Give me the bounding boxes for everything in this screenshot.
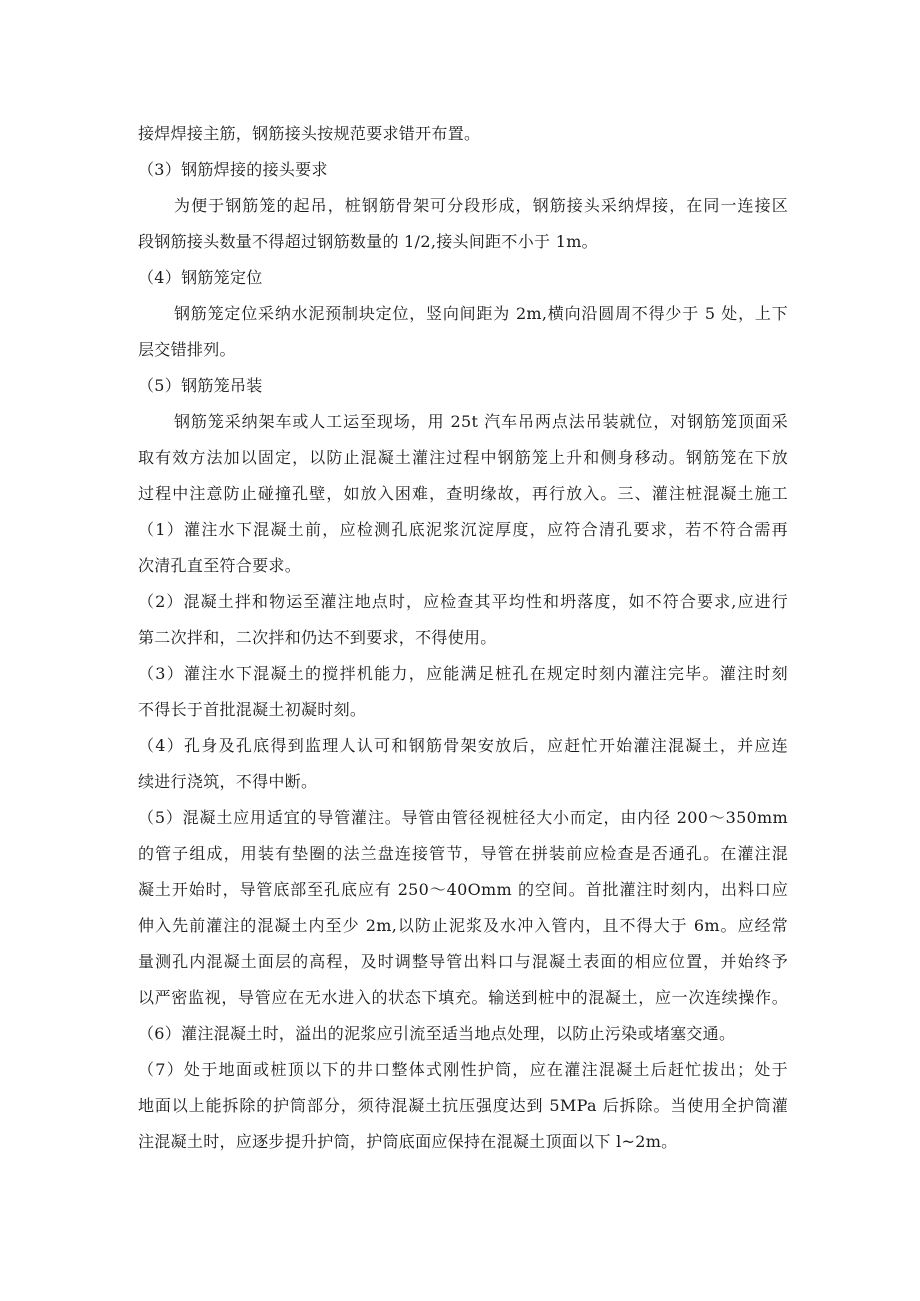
text-line: 第二次拌和，二次拌和仍达不到要求，不得使用。	[138, 628, 497, 647]
text-line: （7）处于地面或桩顶以下的井口整体式刚性护筒，应在灌注混凝土后赶忙拔出；处于	[138, 1060, 788, 1079]
text-line: 地面以上能拆除的护筒部分，须待混凝土抗压强度达到 5MPa 后拆除。当使用全护筒灌	[138, 1096, 788, 1115]
text-line: 段钢筋接头数量不得超过钢筋数量的 1/2,接头间距不小于 1m。	[138, 232, 598, 251]
text-line: 注混凝土时，应逐步提升护筒，护筒底面应保持在混凝土顶面以下 l~2m。	[138, 1132, 678, 1151]
text-line: 钢筋笼定位采纳水泥预制块定位，竖向间距为 2m,横向沿圆周不得少于 5 处，上下	[174, 304, 788, 323]
text-line: 次清孔直至符合要求。	[138, 556, 302, 575]
text-line: （3）灌注水下混凝土的搅拌机能力，应能满足桩孔在规定时刻内灌注完毕。灌注时刻	[138, 664, 788, 683]
text-line: 取有效方法加以固定，以防止混凝土灌注过程中钢筋笼上升和侧身移动。钢筋笼在下放	[138, 448, 788, 467]
text-line: 的管子组成，用装有垫圈的法兰盘连接管节，导管在拼装前应检查是否通孔。在灌注混	[138, 844, 788, 863]
text-line: 为便于钢筋笼的起吊，桩钢筋骨架可分段形成，钢筋接头采纳焊接，在同一连接区	[174, 196, 788, 215]
text-line: （1）灌注水下混凝土前，应检测孔底泥浆沉淀厚度，应符合清孔要求，若不符合需再	[138, 520, 788, 539]
text-line: 接焊焊接主筋，钢筋接头按规范要求错开布置。	[138, 124, 481, 143]
section-heading: （5）钢筋笼吊装	[138, 376, 263, 395]
text-line: 过程中注意防止碰撞孔壁，如放入困难，查明缘故，再行放入。三、灌注桩混凝土施工	[138, 484, 788, 503]
text-line: 层交错排列。	[138, 340, 236, 359]
text-line: 钢筋笼采纳架车或人工运至现场，用 25t 汽车吊两点法吊装就位，对钢筋笼顶面采	[174, 412, 788, 431]
text-line: 量测孔内混凝土面层的高程，及时调整导管出料口与混凝土表面的相应位置，并始终予	[138, 952, 788, 971]
text-line: 伸入先前灌注的混凝土内至少 2m,以防止泥浆及水冲入管内，且不得大于 6m。应经常	[138, 916, 788, 935]
section-heading: （4）钢筋笼定位	[138, 268, 263, 287]
text-line: 续进行浇筑，不得中断。	[138, 772, 318, 791]
text-line: 凝土开始时，导管底部至孔底应有 250～40Omm 的空间。首批灌注时刻内，出料口应	[138, 880, 788, 899]
document-page	[138, 116, 788, 1160]
text-line: 以严密监视，导管应在无水进入的状态下填充。输送到桩中的混凝土，应一次连续操作。	[138, 988, 788, 1007]
text-line: （4）孔身及孔底得到监理人认可和钢筋骨架安放后，应赶忙开始灌注混凝土，并应连	[138, 736, 788, 755]
text-line: 不得长于首批混凝土初凝时刻。	[138, 700, 367, 719]
section-heading: （3）钢筋焊接的接头要求	[138, 160, 328, 179]
text-line: （6）灌注混凝土时，溢出的泥浆应引流至适当地点处理，以防止污染或堵塞交通。	[138, 1024, 736, 1043]
text-line: （5）混凝土应用适宜的导管灌注。导管由管径视桩径大小而定，由内径 200～350mm	[138, 808, 788, 827]
text-line: （2）混凝土拌和物运至灌注地点时，应检查其平均性和坍落度，如不符合要求,应进行	[138, 592, 788, 611]
